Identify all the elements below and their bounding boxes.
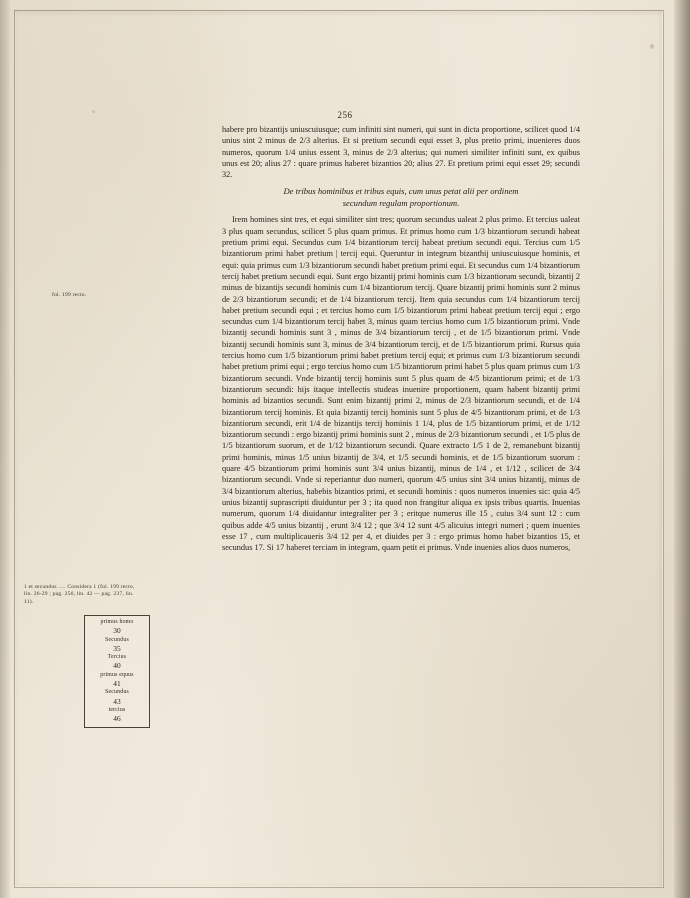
table-row-value: 43: [113, 696, 121, 706]
table-row-label: primus homo: [100, 619, 134, 625]
paragraph-continuation: habere pro bizantijs uniuscuiusque; cum infiniti sint numeri, qui sunt in dicta proportione, scilicet quod 1/4 unius sint 2 minus de 2/3 alterius. Et si pretium secundi equi esset 3, plus pretio primi, inuenieres duos numeros, quorum 1/4 unius essent 3, minus de 2/3 alterius; qui numeri similiter infiniti sunt, ex quibus unus est 20; alius 27 : quare primus haberet bizantios 20; alius 27. Et pretium primi equi esset 29; secundi 32.: [222, 125, 580, 180]
table-row-label: Secundus: [105, 689, 129, 696]
table-row-value: 35: [113, 643, 121, 653]
table-row-label: primus equus: [100, 671, 134, 678]
number-table: [84, 615, 150, 728]
marginal-note: 1 et secundus …. Considera 1 (fol. 199 recto, lin. 26-29 ; pag. 256, lin. 42 — pag. 237, lin. 11).: [24, 584, 135, 605]
table-row-label: tercius: [108, 707, 126, 714]
table-row-label: Secundus: [105, 636, 129, 643]
table-row-value: 30: [113, 626, 121, 636]
table-row-label: Tercius: [107, 654, 127, 661]
table-row-value: 46: [113, 714, 121, 724]
section-heading: [222, 186, 580, 209]
section-heading-line-1: De tribus hominibus et tribus equis, cum unus petat alii per ordinem: [283, 186, 519, 197]
folio-number: 256: [337, 110, 353, 120]
paragraph-body: Irem homines sint tres, et equi similiter sint tres; quorum secundus ualeat 2 plus primo. Et tercius ualeat 3 plus quam secundus, scilicet 5 plus quam primus. Et primus homo cum 1/3 bizantiorum secundi habeat pretium primi equi. Secundus cum 1/4 bizantiorum tercij habeat pretium secundi equi. Tercius cum 1/5 bizantiorum primi habet pretium | tercij equi. Queruntur in integrum bizanthij uniuscuiusque hominis, et equi: quia primus cum 1/3 bizantiorum secundi habet pretium primi equi. Et secundus cum 1/4 bizantiorum tercij habet pretium secundi equi. Sunt ergo bizantij primi hominis cum 1/3 bizantiorum secundi, bizantij 2 minus de bizantijs secundi hominis cum 1/4 bizantiorum tercij. Quare bizantij primi hominis sunt 2 minus de 2/3 bizantiorum secundi; et de 1/4 bizantiorum tercij. Item quia secundus cum 1/4 bizantiorum tercij habet pretium secundi equi ; et tercius homo cum 1/5 bizantiorum primi habeat pretium tercij equi ; ergo secundus cum 1/4 bizantiorum tercij habet 3, minus quam tercius homo cum 1/5 bizantiorum primi. Vnde bizantij secundi hominis sunt 3 , minus de 3/4 bizantiorum tercij , et de 1/5 bizantiorum primi. Vnde bizantij secundi hominis sunt 3, minus de 3/4 bizantiorum tercij, et de 1/5 bizantiorum primi. Rursus quia tercius homo cum 1/5 bizantiorum primi habet pretium tercij equi; et primus cum 1/3 bizantiorum secundi habet pretium primi equi ; ergo tercius homo cum 1/5 bizantiorum primi habet 5 plus quam primus cum 1/3 bizantiorum secundi. Vnde bizantij tercij hominis sunt 5 plus quam de 4/5 bizantiorum primi; et de 1/3 bizantiorum secundi: hijs itaque intellectis studeas inuenire proportionem, quam habent bizantij primi hominis ad bizantios secundi. Sunt enim bizantij primi 2, minus de 2/3 bizantiorum secundi, et de 1/4 bizantiorum tercij hominis. Et quia bizantij tercij hominis sunt 5 plus de 4/5 bizantiorum primi, et de 1/3 bizantiorum secundi, erit 1/4 de bizantijs tercij hominis 1 1/4, plus de 1/5 bizantiorum primi, et de 1/12 bizantiorum secundi : ergo bizantij primi hominis sunt 2 , minus de 2/3 bizantiorum secundi , et 1/5 plus de 1/5 bizantiorum suorum, et de 1/12 bizantiorum secundi. Quare extracto 1/5 1 de 2, remanebunt bizantij primi hominis, minus 1/5 unius bizantij de 3/4, et 1/5 secundi hominis, et de 1/5 bizantiorum suorum : quare 4/5 bizantiorum primi hominis sunt 3/4 unius bizantij, minus de 1/4 , et 1/12 , scilicet de 3/4 bizantiorum secundi. Vnde si reperiantur duo numeri, quorum 4/5 unius sint 3/4 unius bizantij, minus de 3/4 bizantiorum alterius, habebis bizantios primi, et secundi hominis : quos numeros inuenies sic: quia 4/5 unius bizantij suprascripti diuiduntur per 3 ; ita quod non frangitur aliqua ex ipsis tribus quartis. Inuenias numerum, quorum 1/4 diuidantur integraliter per 3 ; eritque numerus ille 15 , cuius 3/4 sunt 12 : cum quibus adde 4/5 unius bizantij , erunt 3/4 12 ; que 3/4 12 sunt 4/5 alicuius integri numeri ; quem inuenies esse 17 , cum multiplicaueris 3/4 12 per 4, et diuides per 3 : ergo primus homo habet bizantios 15, et secundus 17. Si 17 haberet terciam in integram, quam petit ei primus. Vnde inuenies alios duos numeros,: [222, 215, 580, 553]
table-row-value: 41: [113, 679, 121, 689]
marginal-folio-reference: fol. 199 recto.: [52, 292, 87, 298]
section-heading-line-2: secundum regulam proportionum.: [342, 197, 460, 208]
table-row-value: 40: [113, 661, 121, 671]
main-text-block: [222, 124, 580, 553]
